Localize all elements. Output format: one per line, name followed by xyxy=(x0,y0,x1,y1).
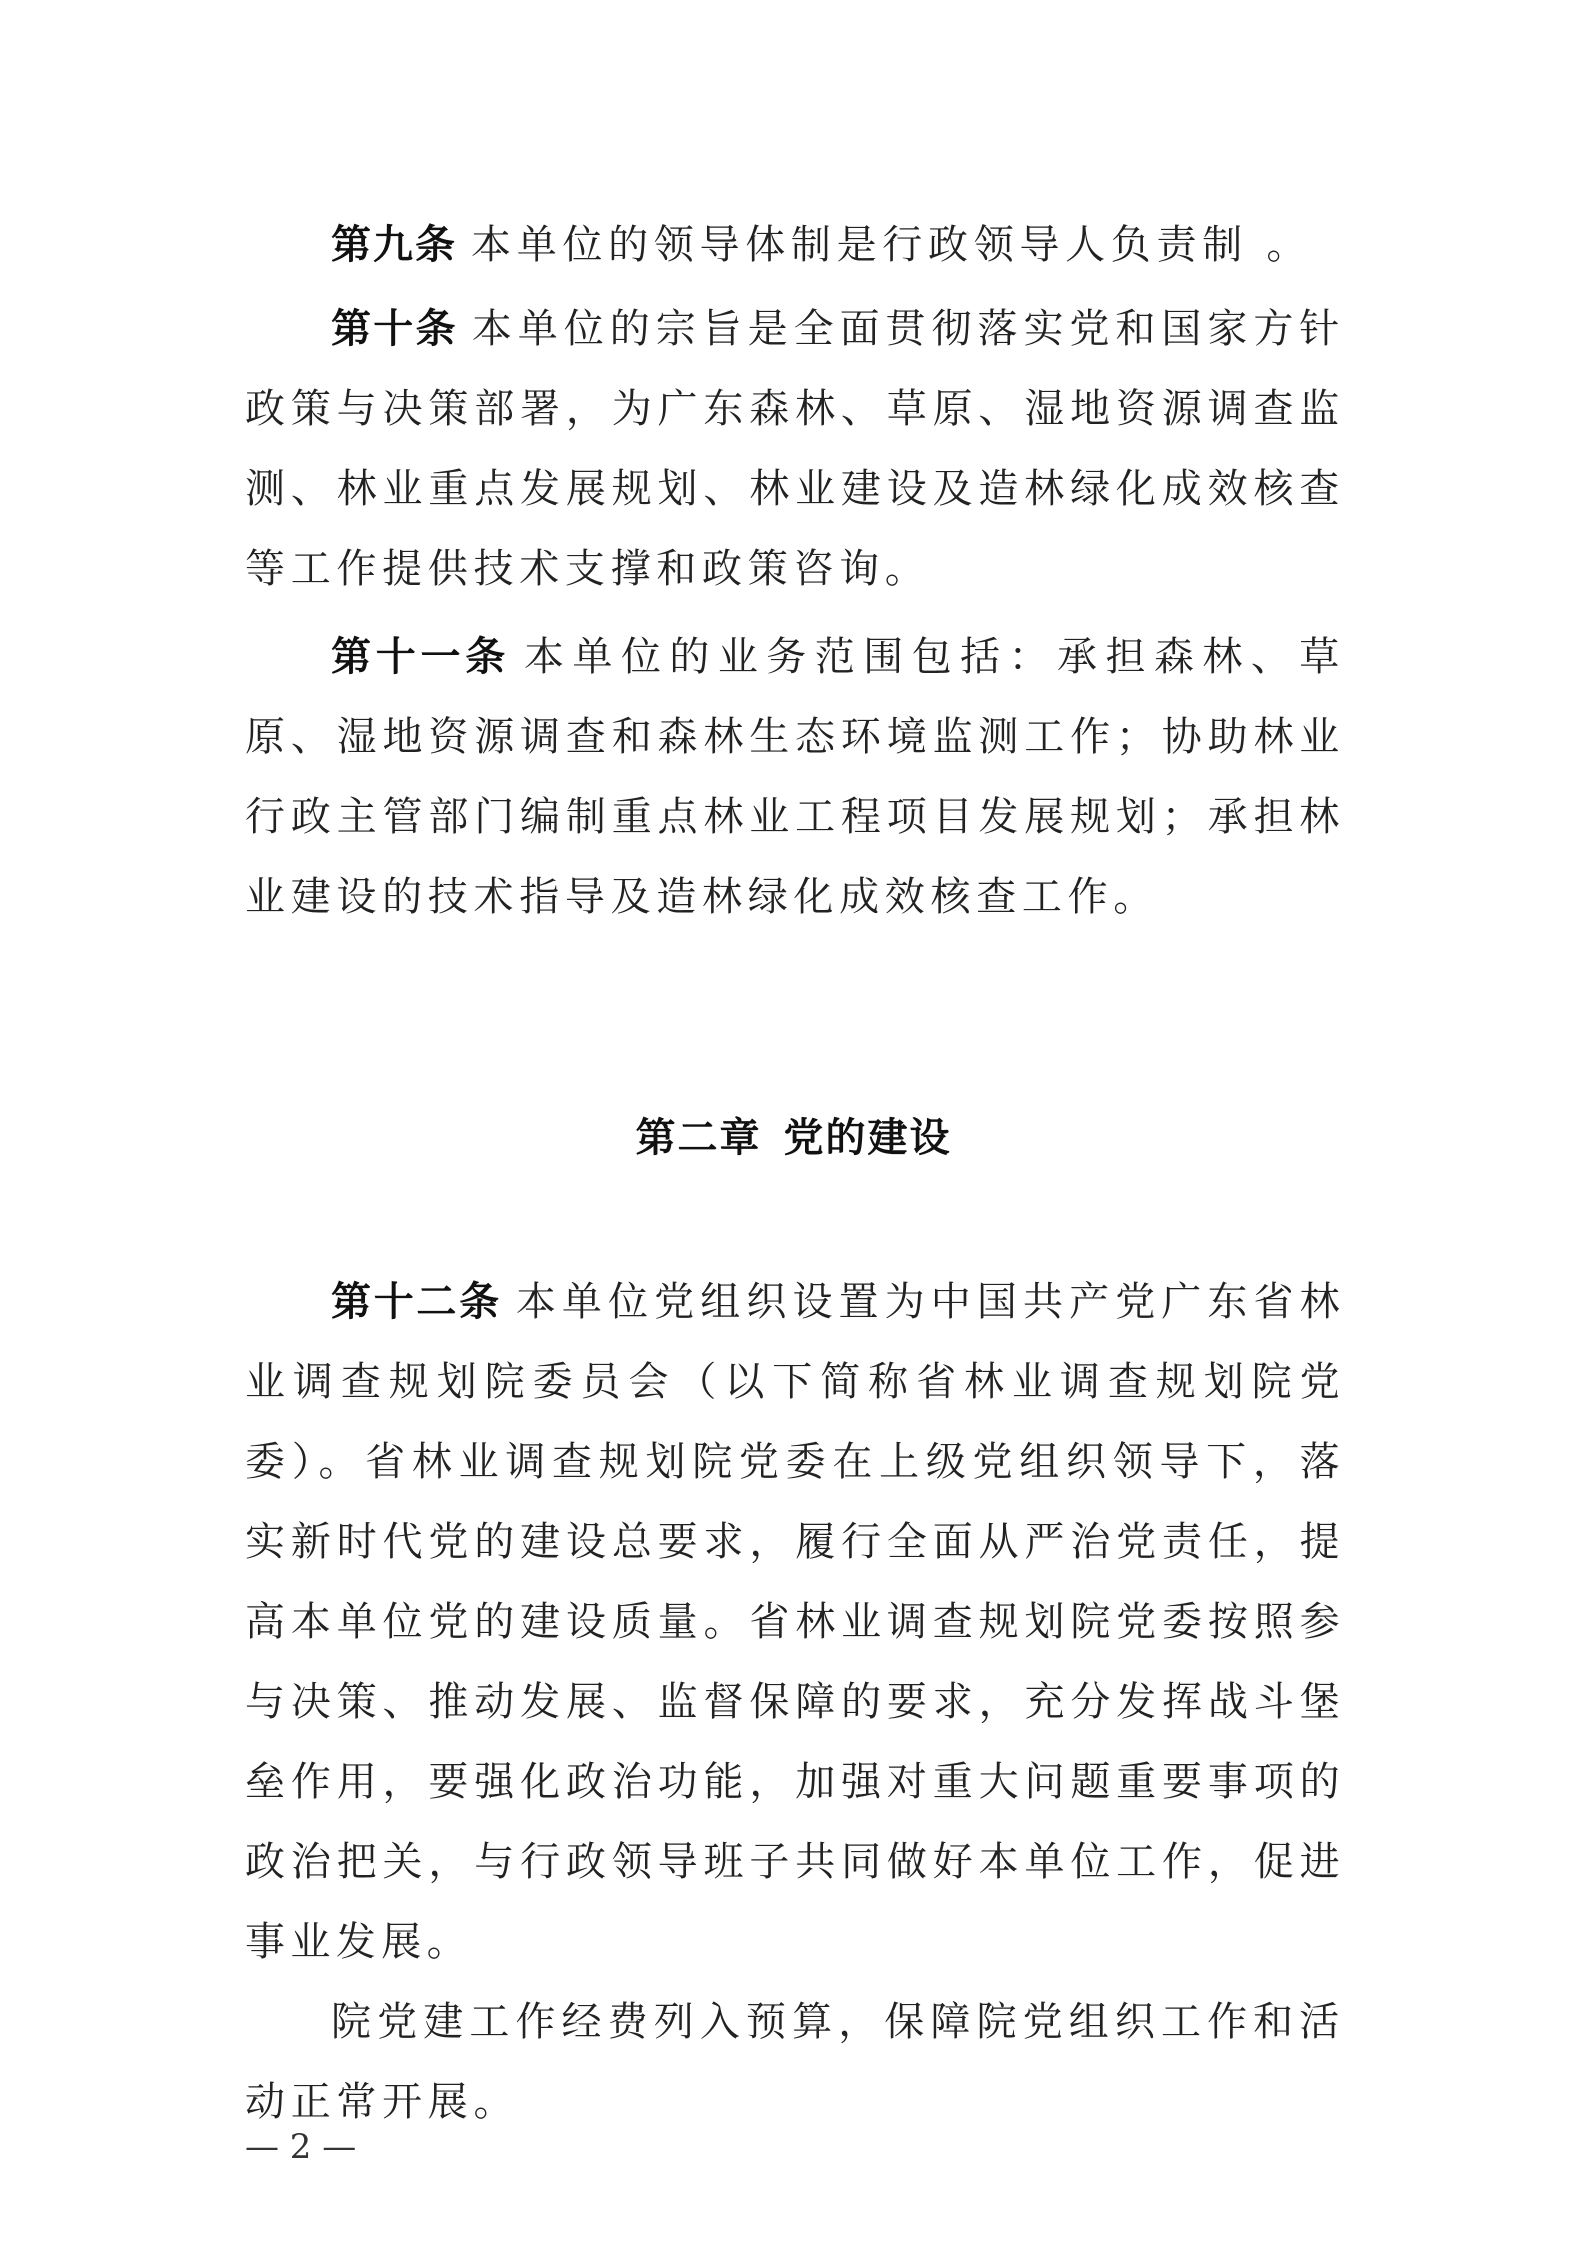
article-10-text: 本单位的宗旨是全面贯彻落实党和国家方针政策与决策部署，为广东森林、草原、湿地资源调查监测、林业重点发展规划、林业建设及造林绿化成效核查等工作提供技术支撑和政策咨询。 xyxy=(245,306,1345,592)
articles-top xyxy=(245,205,1345,937)
chapter-heading xyxy=(0,1098,1587,1178)
article-9-text: 本单位的领导体制是行政领导人负责制 。 xyxy=(471,222,1313,268)
article-11-label: 第十一条 xyxy=(331,634,511,680)
article-11-text: 本单位的业务范围包括：承担森林、草原、湿地资源调查和森林生态环境监测工作；协助林业行政主管部门编制重点林业工程项目发展规划；承担林业建设的技术指导及造林绿化成效核查工作。 xyxy=(245,634,1346,920)
article-10 xyxy=(245,289,1345,609)
article-9-label: 第九条 xyxy=(331,222,457,268)
article-9 xyxy=(245,205,1345,285)
article-10-label: 第十条 xyxy=(331,306,458,352)
article-11 xyxy=(245,617,1345,937)
article-12-text: 本单位党组织设置为中国共产党广东省林业调查规划院委员会（以下简称省林业调查规划院党委）。省林业调查规划院党委在上级党组织领导下，落实新时代党的建设总要求，履行全面从严治党责任，提高本单位党的建设质量。省林业调查规划院党委按照参与决策、推动发展、监督保障的要求，充分发挥战斗堡垒作用，要强化政治功能，加强对重大问题重要事项的政治把关，与行政领导班子共同做好本单位工作，促进事业发展。 xyxy=(245,1279,1346,1965)
article-12-label: 第十二条 xyxy=(331,1279,502,1325)
article-12 xyxy=(245,1262,1345,1982)
party-funding-paragraph: 院党建工作经费列入预算，保障院党组织工作和活动正常开展。 xyxy=(245,1999,1345,2125)
chapter-number: 第二章 xyxy=(635,1115,762,1161)
articles-bottom xyxy=(245,1262,1345,2142)
chapter-title: 党的建设 xyxy=(783,1115,952,1161)
page-number: — 2 — xyxy=(245,2127,357,2167)
